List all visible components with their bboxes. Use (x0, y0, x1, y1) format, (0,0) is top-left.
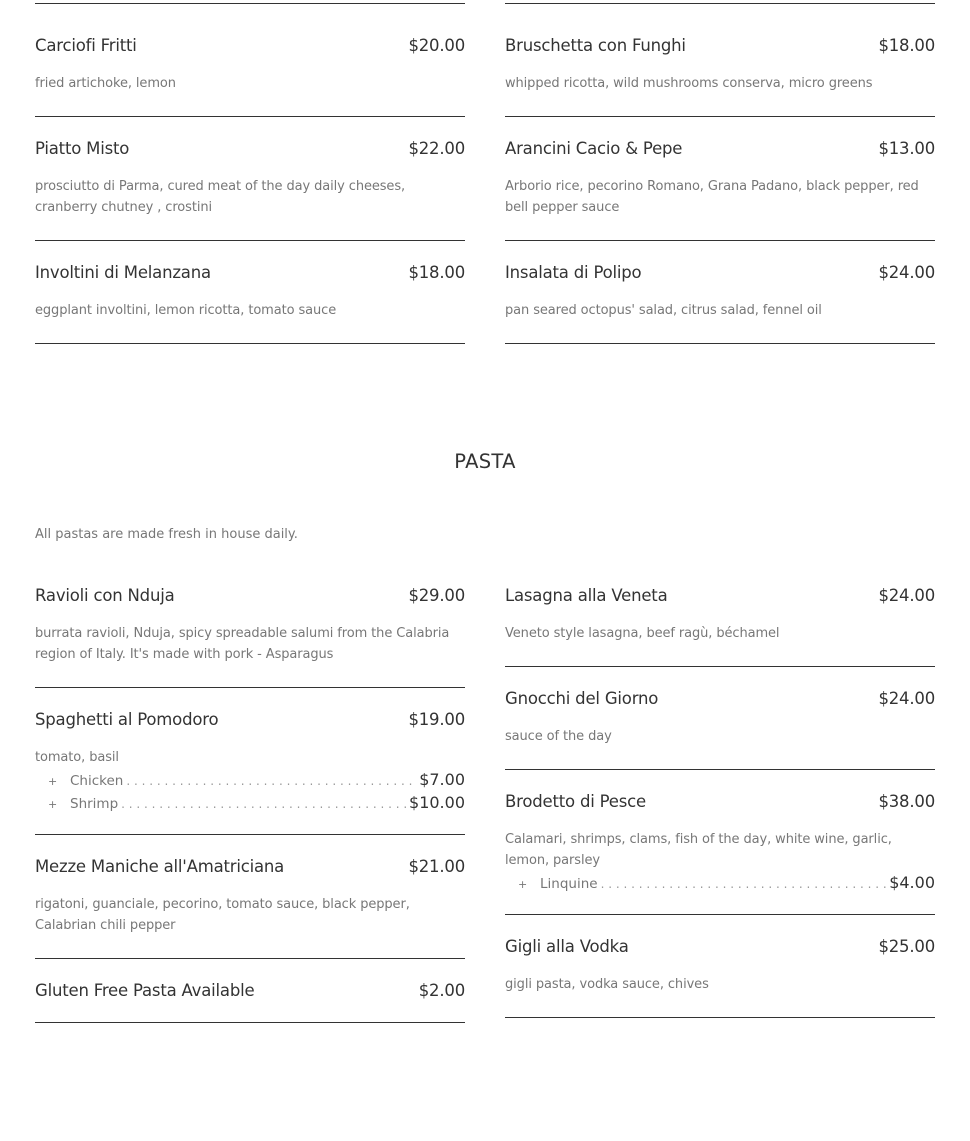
item-description: pan seared octopus' salad, citrus salad, fennel oil (505, 303, 822, 318)
divider (35, 3, 465, 4)
item-price: $18.00 (408, 263, 465, 282)
item-name: Spaghetti al Pomodoro (35, 710, 219, 729)
starters-left-column (35, 36, 465, 366)
menu-item (505, 139, 935, 241)
item-description: tomato, basil (35, 750, 119, 765)
item-name: Gigli alla Vodka (505, 937, 629, 956)
addon-row (505, 871, 935, 894)
item-price: $22.00 (408, 139, 465, 158)
menu-item (505, 689, 935, 770)
menu-item (35, 36, 465, 117)
addon-name: Chicken (70, 773, 124, 789)
item-price: $38.00 (878, 792, 935, 811)
item-name: Lasagna alla Veneta (505, 586, 668, 605)
item-price: $24.00 (878, 586, 935, 605)
section-title-pasta: PASTA (454, 450, 516, 473)
menu-item (35, 586, 465, 688)
item-price: $20.00 (408, 36, 465, 55)
item-name: Mezze Maniche all'Amatriciana (35, 857, 285, 876)
divider (505, 3, 935, 4)
item-price: $19.00 (408, 710, 465, 729)
plus-icon: + (48, 798, 58, 811)
item-price: $2.00 (418, 981, 465, 1000)
menu-item (35, 263, 465, 344)
starters-right-column (505, 36, 935, 366)
menu-item (35, 981, 465, 1023)
item-description: rigatoni, guanciale, pecorino, tomato sauce, black pepper, Calabrian chili pepper (35, 897, 410, 933)
item-name: Ravioli con Nduja (35, 586, 175, 605)
section-note: All pastas are made fresh in house daily. (35, 527, 298, 542)
addon-name: Linquine (540, 876, 598, 892)
item-description: gigli pasta, vodka sauce, chives (505, 977, 709, 992)
menu-item (505, 937, 935, 1018)
menu-item (35, 139, 465, 241)
item-name: Involtini di Melanzana (35, 263, 211, 282)
dot-leader (121, 793, 406, 816)
item-name: Piatto Misto (35, 139, 130, 158)
item-description: burrata ravioli, Nduja, spicy spreadable salumi from the Calabria region of Italy. It's made with pork - Asparagus (35, 626, 450, 662)
item-description: prosciutto di Parma, cured meat of the day daily cheeses, cranberry chutney , crostini (35, 179, 406, 215)
plus-icon: + (518, 878, 528, 891)
item-description: fried artichoke, lemon (35, 76, 176, 91)
item-description: Veneto style lasagna, beef ragù, béchamel (505, 626, 780, 641)
item-name: Bruschetta con Funghi (505, 36, 686, 55)
menu-item (35, 857, 465, 959)
item-description: whipped ricotta, wild mushrooms conserva, micro greens (505, 76, 873, 91)
item-price: $25.00 (878, 937, 935, 956)
dot-leader (126, 770, 416, 793)
item-name: Carciofi Fritti (35, 36, 137, 55)
item-name: Arancini Cacio & Pepe (505, 139, 683, 158)
item-price: $24.00 (878, 263, 935, 282)
dot-leader (601, 873, 887, 896)
menu-item (505, 792, 935, 915)
item-description: Calamari, shrimps, clams, fish of the day, white wine, garlic, lemon, parsley (505, 832, 892, 868)
addon-price: $10.00 (409, 793, 465, 812)
item-price: $13.00 (878, 139, 935, 158)
plus-icon: + (48, 775, 58, 788)
addon-row (35, 791, 465, 814)
item-name: Gluten Free Pasta Available (35, 981, 255, 1000)
item-price: $24.00 (878, 689, 935, 708)
addon-price: $4.00 (889, 873, 935, 892)
menu-item (505, 36, 935, 117)
item-price: $18.00 (878, 36, 935, 55)
addon-name: Shrimp (70, 796, 119, 812)
menu-item (505, 586, 935, 667)
item-description: sauce of the day (505, 729, 612, 744)
item-description: eggplant involtini, lemon ricotta, tomato sauce (35, 303, 337, 318)
menu-item (35, 710, 465, 835)
item-price: $21.00 (408, 857, 465, 876)
pasta-right-column (505, 586, 935, 1040)
menu-item (505, 263, 935, 344)
item-price: $29.00 (408, 586, 465, 605)
item-name: Brodetto di Pesce (505, 792, 646, 811)
item-name: Gnocchi del Giorno (505, 689, 659, 708)
addon-price: $7.00 (419, 770, 465, 789)
pasta-left-column (35, 586, 465, 1045)
item-name: Insalata di Polipo (505, 263, 642, 282)
addon-row (35, 768, 465, 791)
item-description: Arborio rice, pecorino Romano, Grana Padano, black pepper, red bell pepper sauce (505, 179, 919, 215)
